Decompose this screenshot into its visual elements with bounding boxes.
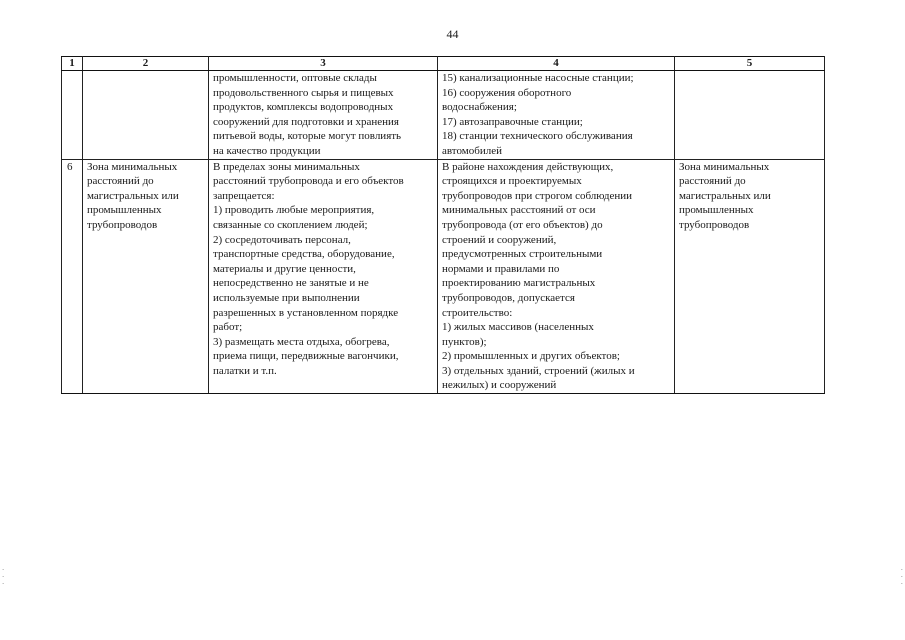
row-number-cell <box>62 71 83 160</box>
cell-text: 6 <box>67 160 73 173</box>
zone-name-cell <box>83 71 209 160</box>
cell-text: В районе нахождения действующих, строящихся и проектируемых трубопроводов при строгом соблюдении минимальных расстояний от оси трубопровода (от его объектов) до строений и сооружений, предусмотренных строительными нормами и правилами по проектированию магистральных трубопроводов, допускается строительство: 1) жилых массивов (населенных пунктов); 2) промышленных и других объектов; 3) отдельных зданий, строений (жилых и нежилых) и сооружений <box>442 160 635 392</box>
scan-edge-mark-left: · · · <box>2 566 5 588</box>
row-number-cell <box>62 159 83 394</box>
column-header-3: 3 <box>209 57 438 71</box>
permitted-cell <box>438 71 675 160</box>
zone-ref-cell <box>675 71 825 160</box>
column-header-2: 2 <box>83 57 209 71</box>
cell-text: 15) канализационные насосные станции; 16) сооружения оборотного водоснабжения; 17) автозаправочные станции; 18) станции технического обслуживания автомобилей <box>442 72 634 157</box>
table-row <box>62 71 825 160</box>
cell-text: Зона минимальных расстояний до магистральных или промышленных трубопроводов <box>679 160 771 231</box>
page-number: 44 <box>446 27 459 41</box>
restrictions-cell <box>209 71 438 160</box>
column-header-4: 4 <box>438 57 675 71</box>
cell-text: Зона минимальных расстояний до магистральных или промышленных трубопроводов <box>87 160 179 231</box>
scan-edge-mark-right: · · · <box>900 566 903 588</box>
restrictions-cell <box>209 159 438 394</box>
zones-table <box>61 56 825 394</box>
permitted-cell <box>438 159 675 394</box>
zone-name-cell <box>83 159 209 394</box>
table-row <box>62 159 825 394</box>
cell-text: В пределах зоны минимальных расстояний трубопровода и его объектов запрещается: 1) проводить любые мероприятия, связанные со скоплением людей; 2) сосредоточивать персонал, транспортные средства, оборудование, материалы и другие ценности, непосредственно не занятые и не используемые при выполнении разрешенных в установленном порядке работ; 3) размещать места отдыха, обогрева, приема пищи, передвижные вагончики, палатки и т.п. <box>213 160 404 377</box>
header-row <box>62 57 825 71</box>
zone-ref-cell <box>675 159 825 394</box>
table-body <box>62 71 825 394</box>
table-header <box>62 57 825 71</box>
column-header-1: 1 <box>62 57 83 71</box>
column-header-5: 5 <box>675 57 825 71</box>
cell-text: промышленности, оптовые склады продовольственного сырья и пищевых продуктов, комплексы водопроводных сооружений для подготовки и хранения питьевой воды, которые могут повлиять на качество продукции <box>213 72 402 157</box>
